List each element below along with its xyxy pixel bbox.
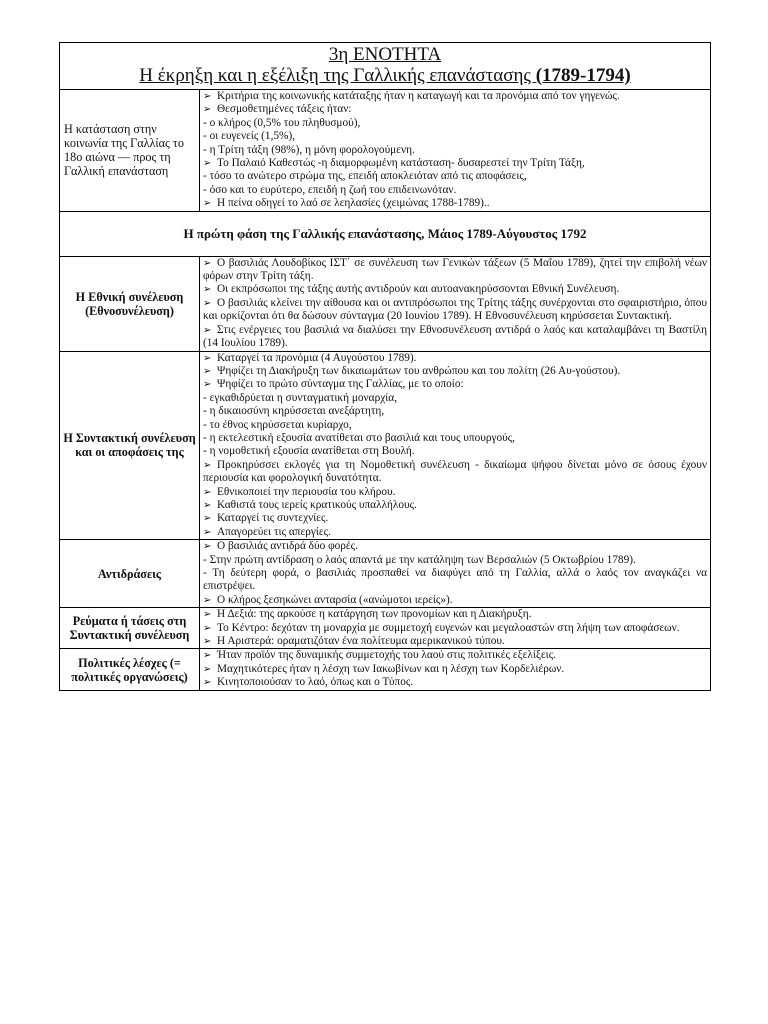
list-item — [203, 405, 707, 418]
section-row — [60, 540, 711, 608]
arrow-bullet-icon: ➢ — [203, 257, 212, 269]
list-item-text: - η Τρίτη τάξη (98%), η μόνη φορολογούμενη. — [203, 143, 415, 156]
list-item — [203, 567, 707, 594]
list-item — [203, 608, 707, 621]
section-content — [200, 256, 711, 351]
phase-sections — [60, 256, 711, 690]
list-item — [203, 540, 707, 553]
list-item — [203, 392, 707, 405]
list-item — [203, 197, 707, 210]
arrow-bullet-icon: ➢ — [203, 526, 212, 538]
list-item — [203, 184, 707, 197]
arrow-bullet-icon: ➢ — [203, 284, 212, 296]
list-item-text: Ψηφίζει τη Διακήρυξη των δικαιωμάτων του ανθρώπου και του πολίτη (26 Αυ-γούστου). — [217, 364, 621, 377]
list-item-text: - Τη δεύτερη φορά, ο βασιλιάς προσπαθεί να διαφύγει από τη Γαλλία, αλλά ο λαός τον αναγκάζει να επιστρέψει. — [203, 567, 707, 593]
section-content — [200, 649, 711, 690]
section-content — [200, 351, 711, 540]
list-item-text: Απαγορεύει τις απεργίες. — [217, 525, 331, 538]
arrow-bullet-icon: ➢ — [203, 365, 212, 377]
arrow-bullet-icon: ➢ — [203, 379, 212, 391]
unit-title: 3η ΕΝΟΤΗΤΑ — [328, 44, 442, 65]
list-item — [203, 157, 707, 170]
title-row — [60, 43, 711, 90]
intro-section — [60, 90, 711, 212]
list-item — [203, 663, 707, 676]
list-item — [203, 432, 707, 445]
list-item — [203, 297, 707, 324]
section-content — [200, 608, 711, 649]
list-item — [203, 103, 707, 116]
list-item — [203, 378, 707, 391]
section-label: Πολιτικές λέσχες (= πολιτικές οργανώσεις) — [60, 649, 200, 690]
title-cell — [60, 43, 711, 90]
section-label: Αντιδράσεις — [60, 540, 200, 608]
list-item-text: - τόσο το ανώτερο στρώμα της, επειδή αποκλειόταν από τις αποφάσεις, — [203, 170, 527, 183]
list-item — [203, 90, 707, 103]
list-item-text: Στις ενέργειες του βασιλιά να διαλύσει την Εθνοσυνέλευση αντιδρά ο λαός και καταλαμβάνει τη Βαστίλη (14 Ιουλίου 1789). — [203, 323, 707, 350]
list-item-text: - Στην πρώτη αντίδραση ο λαός απαντά με την κατάληψη των Βερσαλιών (5 Οκτωβρίου 1789). — [203, 553, 636, 566]
list-item — [203, 130, 707, 143]
arrow-bullet-icon: ➢ — [203, 513, 212, 525]
subtitle-text: Η έκρηξη και η εξέλιξη της Γαλλικής επανάστασης — [139, 65, 536, 86]
list-item-text: Ο βασιλιάς κλείνει την αίθουσα και οι αντιπρόσωποι της Τρίτης τάξης συνέρχονται στο σφαιριστήριο, όπου και ορκίζονται ότι θα δώσουν σύνταγμα (20 Ιουνίου 1789). Η Εθνοσυνέλευση κηρύσσεται Συντακτική. — [203, 296, 707, 323]
list-item — [203, 594, 707, 607]
section-row — [60, 351, 711, 540]
list-item — [203, 676, 707, 689]
arrow-bullet-icon: ➢ — [203, 158, 212, 170]
list-item-text: Η Δεξιά: της αρκούσε η κατάργηση των προνομίων και η Διακήρυξη. — [217, 608, 532, 621]
list-item — [203, 365, 707, 378]
arrow-bullet-icon: ➢ — [203, 663, 212, 675]
section-content — [200, 540, 711, 608]
list-item-text: Το Κέντρο: δεχόταν τη μοναρχία με συμμετοχή ευγενών και μεγαλοαστών στη λήψη των αποφάσεων. — [217, 621, 680, 634]
section-row — [60, 649, 711, 690]
list-item — [203, 445, 707, 458]
list-item — [203, 257, 707, 284]
list-item-text: Η πείνα οδηγεί το λαό σε λεηλασίες (χειμώνας 1788-1789).. — [217, 197, 490, 210]
list-item-text: Καταργεί τα προνόμια (4 Αυγούστου 1789). — [217, 351, 417, 364]
list-item — [203, 499, 707, 512]
summary-table — [59, 42, 711, 691]
section-label: Η Εθνική συνέλευση (Εθνοσυνέλευση) — [60, 256, 200, 351]
arrow-bullet-icon: ➢ — [203, 198, 212, 210]
list-item — [203, 459, 707, 486]
list-item-text: - όσο και το ευρύτερο, επειδή η ζωή του επιδεινωνόταν. — [203, 183, 457, 196]
list-item-text: Ψηφίζει το πρώτο σύνταγμα της Γαλλίας, με το οποίο: — [217, 378, 464, 391]
arrow-bullet-icon: ➢ — [203, 609, 212, 621]
list-item-text: Οι εκπρόσωποι της τάξης αυτής αντιδρούν και αυτοανακηρύσσονται Εθνική Συνέλευση. — [217, 283, 620, 296]
intro-label: Η κατάσταση στην κοινωνία της Γαλλίας το 18ο αιώνα — προς τη Γαλλική επανάσταση — [60, 90, 200, 212]
section-label: Ρεύματα ή τάσεις στη Συντακτική συνέλευση — [60, 608, 200, 649]
list-item — [203, 170, 707, 183]
intro-row — [60, 90, 711, 212]
arrow-bullet-icon: ➢ — [203, 459, 212, 471]
list-item-text: - η εκτελεστική εξουσία ανατίθεται στο βασιλιά και τους υπουργούς, — [203, 431, 516, 444]
list-item — [203, 117, 707, 130]
list-item-text: Προκηρύσσει εκλογές για τη Νομοθετική συνέλευση - δικαίωμα ψήφου δίνεται μόνο σε όσους έχουν περιουσία και φορολογική δυνατότητα. — [203, 458, 707, 485]
arrow-bullet-icon: ➢ — [203, 622, 212, 634]
list-item-text: Η Αριστερά: οραματιζόταν ένα πολίτευμα αμερικανικού τύπου. — [217, 635, 505, 648]
list-item-text: Ο βασιλιάς αντιδρά δύο φορές. — [217, 540, 358, 553]
arrow-bullet-icon: ➢ — [203, 594, 212, 606]
list-item-text: Κριτήρια της κοινωνικής κατάταξης ήταν η καταγωγή και τα προνόμια από τον γηγενώς. — [217, 90, 620, 102]
arrow-bullet-icon: ➢ — [203, 297, 212, 309]
arrow-bullet-icon: ➢ — [203, 541, 212, 553]
list-item-text: Κινητοποιούσαν το λαό, όπως και ο Τύπος. — [217, 676, 414, 689]
list-item — [203, 144, 707, 157]
list-item-text: - οι ευγενείς (1,5%), — [203, 130, 296, 143]
unit-subtitle — [62, 65, 708, 87]
arrow-bullet-icon: ➢ — [203, 650, 212, 662]
list-item-text: - εγκαθιδρύεται η συνταγματική μοναρχία, — [203, 391, 398, 404]
intro-content — [200, 90, 711, 212]
section-label: Η Συντακτική συνέλευση και οι αποφάσεις της — [60, 351, 200, 540]
list-item-text: Μαχητικότερες ήταν η λέσχη των Ιακωβίνων και η λέσχη των Κορδελιέρων. — [217, 662, 565, 675]
list-item — [203, 512, 707, 525]
list-item-text: Εθνικοποιεί την περιουσία του κλήρου. — [217, 485, 396, 498]
arrow-bullet-icon: ➢ — [203, 104, 212, 116]
arrow-bullet-icon: ➢ — [203, 352, 212, 364]
section-row — [60, 256, 711, 351]
list-item — [203, 283, 707, 296]
list-item-text: Ο βασιλιάς Λουδοβίκος ΙΣΤ΄ σε συνέλευση των Γενικών τάξεων (5 Μαΐου 1789), ζητεί την επιβολή νέων φόρων στην Τρίτη τάξη. — [203, 256, 707, 283]
arrow-bullet-icon: ➢ — [203, 677, 212, 689]
phase-row — [60, 211, 711, 256]
list-item-text: - η νομοθετική εξουσία ανατίθεται στη Βουλή. — [203, 445, 415, 458]
subtitle-years: (1789-1794) — [535, 65, 631, 86]
list-item-text: - ο κλήρος (0,5% του πληθυσμού), — [203, 116, 361, 129]
arrow-bullet-icon: ➢ — [203, 486, 212, 498]
list-item — [203, 526, 707, 539]
list-item — [203, 486, 707, 499]
list-item — [203, 635, 707, 648]
list-item-text: Ήταν προϊόν της δυναμικής συμμετοχής του λαού στις πολιτικές εξελίξεις. — [217, 649, 556, 662]
list-item-text: Καταργεί τις συντεχνίες. — [217, 512, 329, 525]
list-item-text: Καθιστά τους ιερείς κρατικούς υπαλλήλους. — [217, 498, 417, 511]
arrow-bullet-icon: ➢ — [203, 499, 212, 511]
list-item — [203, 554, 707, 567]
arrow-bullet-icon: ➢ — [203, 324, 212, 336]
arrow-bullet-icon: ➢ — [203, 91, 212, 102]
list-item — [203, 324, 707, 351]
list-item — [203, 352, 707, 365]
list-item-text: Το Παλαιό Καθεστώς -η διαμορφωμένη κατάσταση- δυσαρεστεί την Τρίτη Τάξη, — [217, 157, 585, 170]
phase-heading: Η πρώτη φάση της Γαλλικής επανάστασης, Μάιος 1789-Αύγουστος 1792 — [60, 211, 711, 256]
list-item — [203, 622, 707, 635]
section-row — [60, 608, 711, 649]
arrow-bullet-icon: ➢ — [203, 636, 212, 648]
list-item-text: - το έθνος κηρύσσεται κυρίαρχο, — [203, 418, 352, 431]
list-item — [203, 649, 707, 662]
list-item-text: Ο κλήρος ξεσηκώνει ανταρσία («ανώμοτοι ιερείς»). — [217, 593, 453, 606]
list-item-text: Θεσμοθετημένες τάξεις ήταν: — [217, 103, 352, 116]
list-item-text: - η δικαιοσύνη κηρύσσεται ανεξάρτητη, — [203, 405, 385, 418]
list-item — [203, 419, 707, 432]
document-page — [59, 42, 710, 691]
